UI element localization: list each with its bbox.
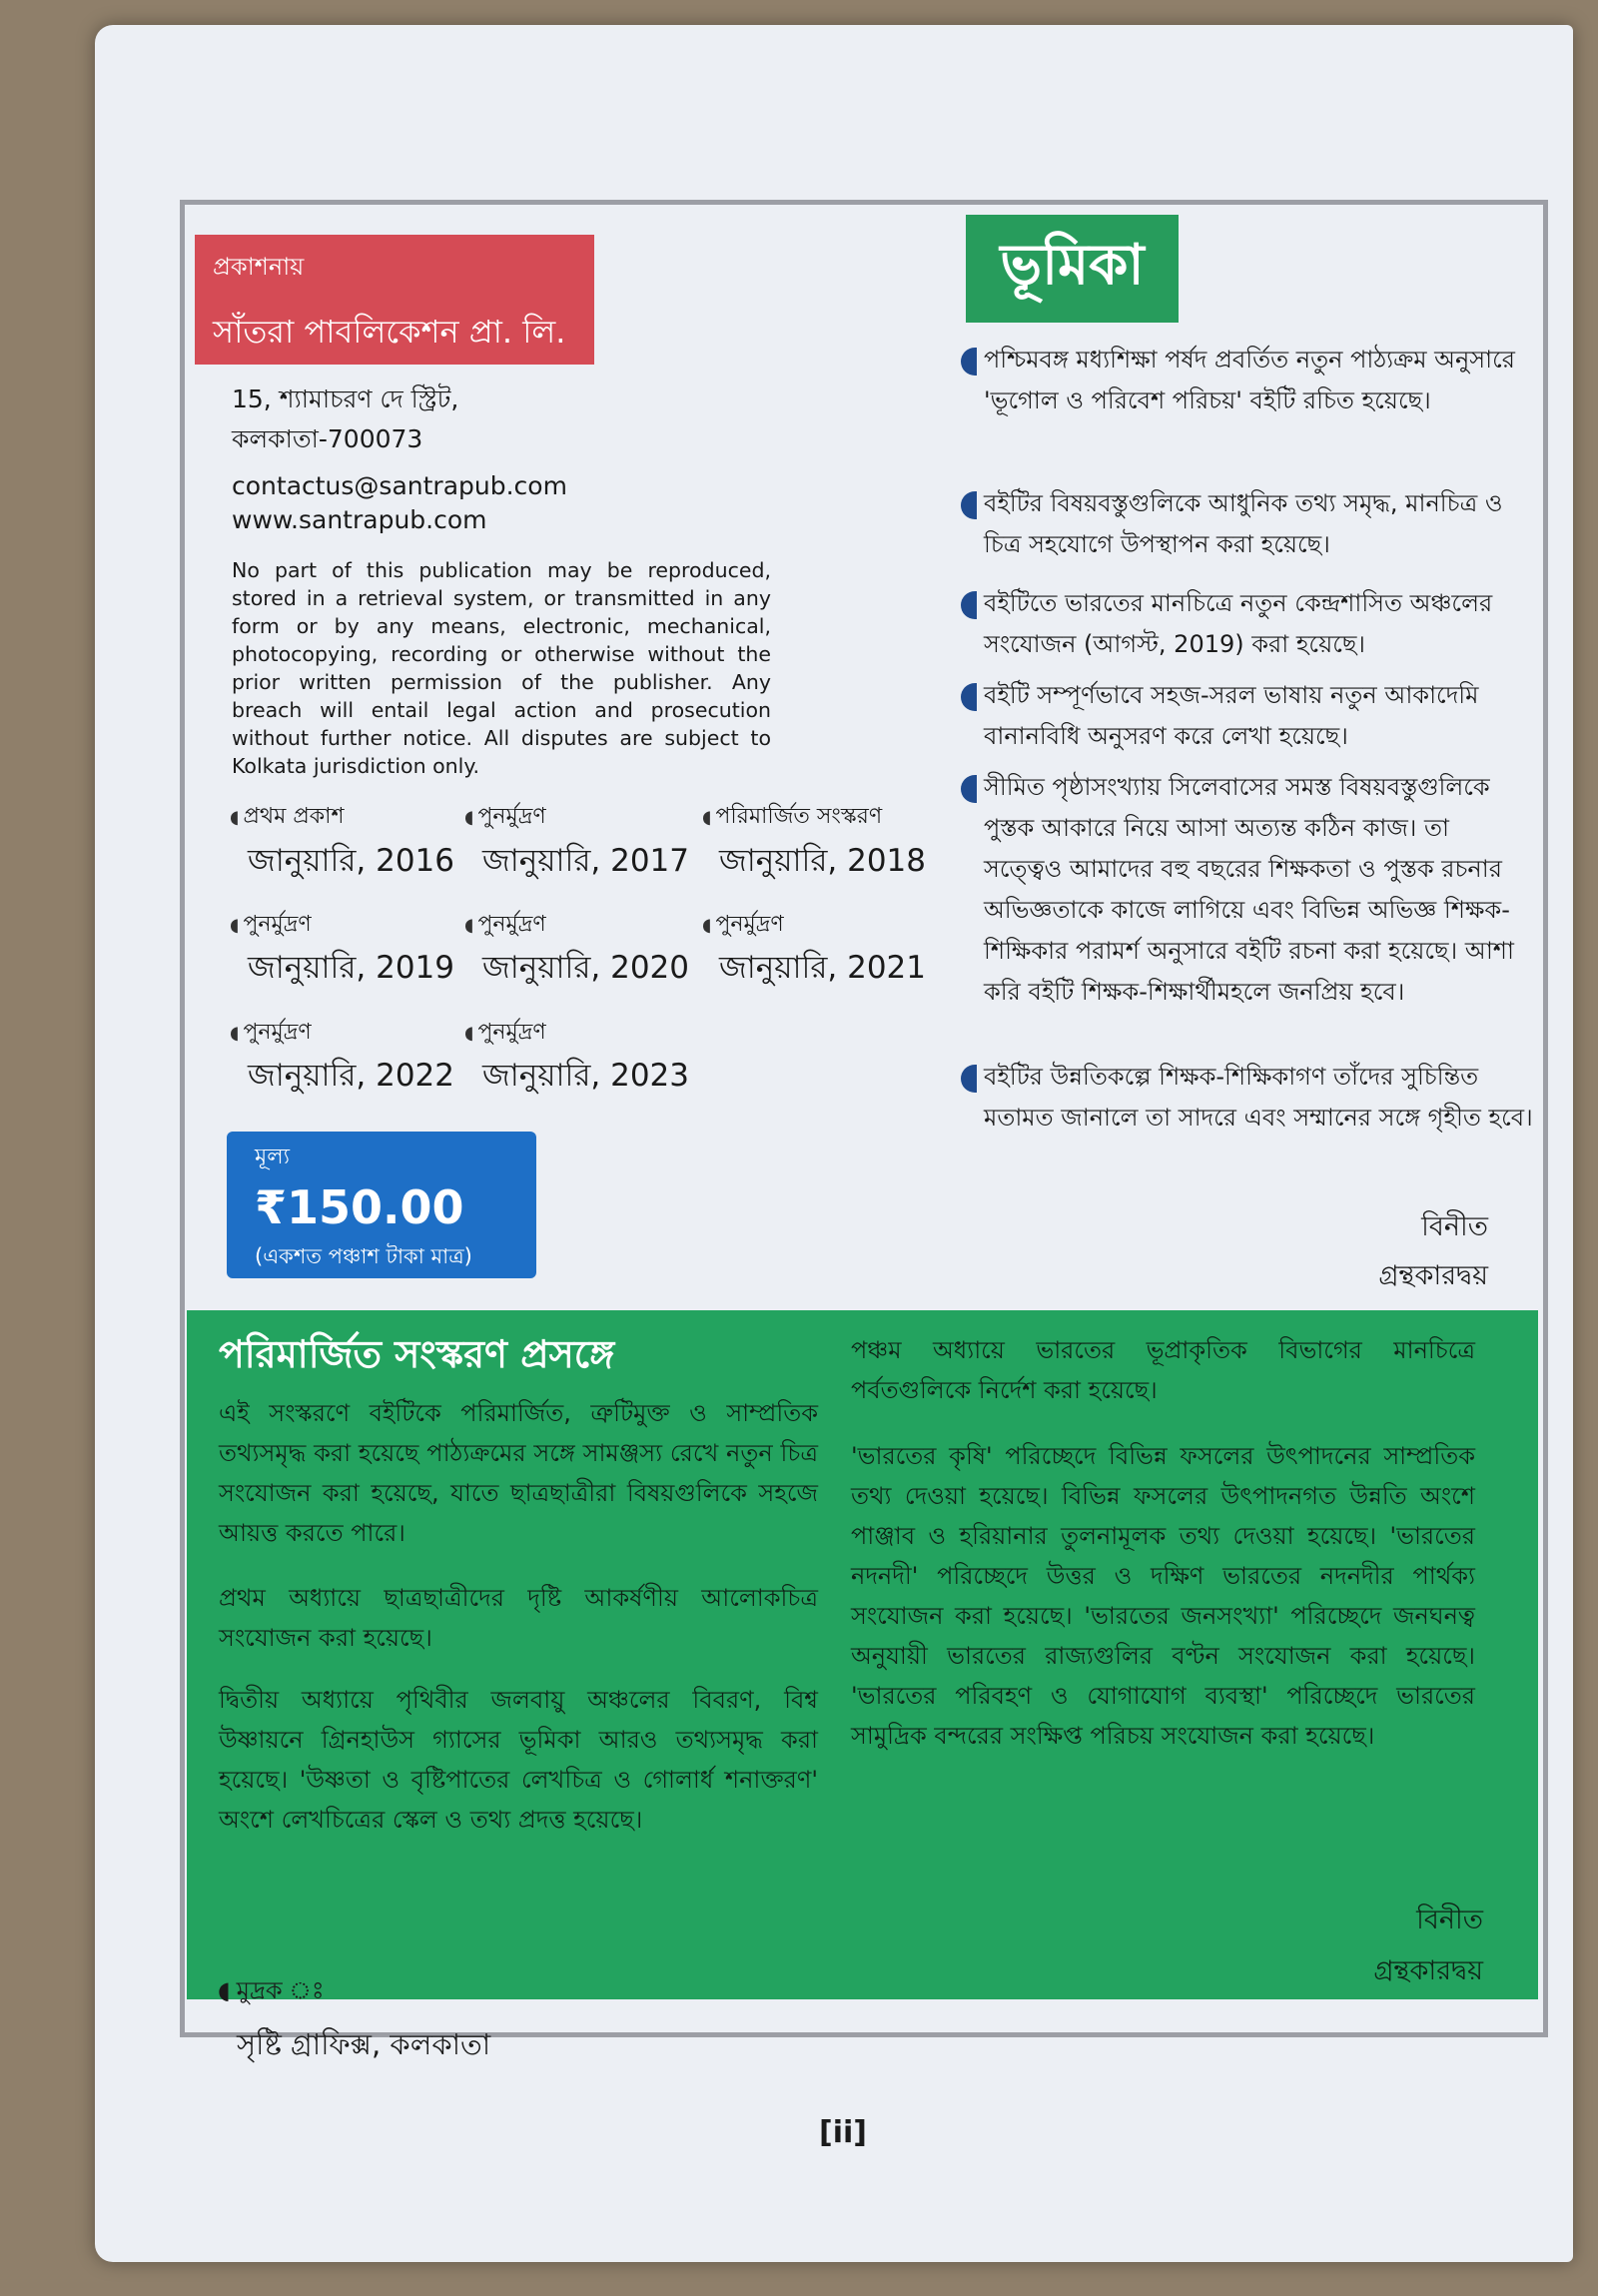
preface-title: ভূমিকা — [966, 215, 1179, 323]
edition-label: ◖ পুনর্মুদ্রণ — [464, 1015, 546, 1052]
sign-line2: গ্রন্থকারদ্বয় — [1378, 1260, 1488, 1291]
preface-point: পশ্চিমবঙ্গ মধ্যশিক্ষা পর্ষদ প্রবর্তিত নতুন পাঠ্যক্রম অনুসারে 'ভূগোল ও পরিবেশ পরিচয়' বইটি রচিত হয়েছে। — [984, 346, 1515, 414]
edition-date: জানুয়ারি, 2023 — [482, 1058, 689, 1094]
edition-date: জানুয়ারি, 2022 — [248, 1058, 454, 1094]
copyright-notice: No part of this publication may be reproduced, stored in a retrieval system, or transmitted in any form or by any means, electronic, mechanical, photocopying, recording or otherwise without the prior written permission of the publisher. Any breach will entail legal action and prosecution without further notice. All disputes are subject to Kolkata jurisdiction only. — [232, 558, 771, 778]
edition-label: ◖ পরিমার্জিত সংস্করণ — [702, 799, 882, 836]
edition-label: ◖ পুনর্মুদ্রণ — [230, 907, 312, 944]
edition-label: ◖ পুনর্মুদ্রণ — [230, 1015, 312, 1052]
price-box — [227, 1132, 536, 1278]
printer-name: সৃষ্টি গ্রাফিক্স, কলকাতা — [237, 2027, 491, 2061]
revised-para: দ্বিতীয় অধ্যায়ে পৃথিবীর জলবায়ু অঞ্চলের বিবরণ, বিশ্ব উষ্ণায়নে গ্রিনহাউস গ্যাসের ভূমিকা আরও তথ্যসমৃদ্ধ করা হয়েছে। 'উষ্ণতা ও বৃষ্টিপাতের লেখচিত্র ও গোলার্ধ শনাক্তরণ' অংশে লেখচিত্রের স্কেল ও তথ্য প্রদত্ত হয়েছে। — [219, 1686, 818, 1834]
preface-point: বইটি সম্পূর্ণভাবে সহজ-সরল ভাষায় নতুন আকাদেমি বানানবিধি অনুসরণ করে লেখা হয়েছে। — [984, 681, 1479, 750]
revised-edition-box — [187, 1310, 1538, 1999]
publisher-label: প্রকাশনায় — [213, 253, 305, 281]
edition-label: ◖ পুনর্মুদ্রণ — [464, 799, 546, 836]
address-line2: কলকাতা-700073 — [232, 424, 423, 453]
publisher-website[interactable]: www.santrapub.com — [232, 505, 487, 534]
preface-point: বইটির উন্নতিকল্পে শিক্ষক-শিক্ষিকাগণ তাঁদের সুচিন্তিত মতামত জানালে তা সাদরে এবং সম্মানের সঙ্গে গৃহীত হবে। — [984, 1063, 1533, 1132]
edition-label: ◖ পুনর্মুদ্রণ — [702, 907, 784, 944]
sign-line1: বিনীত — [1416, 1905, 1483, 1935]
publisher-contact — [232, 469, 567, 537]
revised-para: প্রথম অধ্যায়ে ছাত্রছাত্রীদের দৃষ্টি আকর্ষণীয় আলোকচিত্র সংযোজন করা হয়েছে। — [219, 1584, 818, 1652]
price-words: (একশত পঞ্চাশ টাকা মাত্র) — [255, 1244, 472, 1268]
preface-sign — [1378, 1206, 1488, 1300]
printer-label: ◖ মুদ্রক ঃ — [218, 1972, 325, 2012]
revised-para: পঞ্চম অধ্যায়ে ভারতের ভূপ্রাকৃতিক বিভাগের মানচিত্রে পর্বতগুলিকে নির্দেশ করা হয়েছে। — [851, 1336, 1475, 1404]
preface-point: বইটির বিষয়বস্তুগুলিকে আধুনিক তথ্য সমৃদ্ধ, মানচিত্র ও চিত্র সহযোগে উপস্থাপন করা হয়েছে। — [984, 489, 1503, 558]
price-value: ₹150.00 — [255, 1180, 464, 1234]
price-label: মূল্য — [255, 1145, 290, 1169]
revised-title: পরিমার্জিত সংস্করণ প্রসঙ্গে — [219, 1332, 615, 1376]
revised-sign — [1373, 1900, 1483, 1995]
edition-date: জানুয়ারি, 2021 — [719, 950, 926, 986]
publisher-address — [232, 380, 458, 459]
revised-para: 'ভারতের কৃষি' পরিচ্ছেদে বিভিন্ন ফসলের উৎপাদনের সাম্প্রতিক তথ্য দেওয়া হয়েছে। বিভিন্ন ফসলের উৎপাদনগত উন্নতি অংশে পাঞ্জাব ও হরিয়ানার তুলনামূলক তথ্য দেওয়া হয়েছে। 'ভারতের নদনদী' পরিচ্ছেদে উত্তর ও দক্ষিণ ভারতের নদনদীর পার্থক্য সংযোজন করা হয়েছে। 'ভারতের জনসংখ্যা' পরিচ্ছেদে জনঘনত্ব অনুযায়ী ভারতের রাজ্যগুলির বণ্টন সংযোজন করা হয়েছে। 'ভারতের পরিবহণ ও যোগাযোগ ব্যবস্থা' পরিচ্ছেদে ভারতের সামুদ্রিক বন্দরের সংক্ষিপ্ত পরিচয় সংযোজন করা হয়েছে। — [851, 1442, 1475, 1750]
sign-line1: বিনীত — [1421, 1211, 1488, 1242]
edition-date: জানুয়ারি, 2018 — [719, 843, 926, 879]
page-number: [ii] — [819, 2115, 867, 2150]
publisher-name: সাঁতরা পাবলিকেশন প্রা. লি. — [213, 313, 566, 351]
preface-point: সীমিত পৃষ্ঠাসংখ্যায় সিলেবাসের সমস্ত বিষয়বস্তুগুলিকে পুস্তক আকারে নিয়ে আসা অত্যন্ত কঠিন কাজ। তা সত্ত্বেও আমাদের বহু বছরের শিক্ষকতা ও পুস্তক রচনার অভিজ্ঞতাকে কাজে লাগিয়ে এবং বিভিন্ন অভিজ্ঞ শিক্ষক-শিক্ষিকার পরামর্শ অনুসারে বইটি রচনা করা হয়েছে। আশা করি বইটি শিক্ষক-শিক্ষার্থীমহলে জনপ্রিয় হবে। — [984, 773, 1514, 1006]
preface-point: বইটিতে ভারতের মানচিত্রে নতুন কেন্দ্রশাসিত অঞ্চলের সংযোজন (আগস্ট, 2019) করা হয়েছে। — [984, 589, 1493, 658]
edition-date: জানুয়ারি, 2020 — [482, 950, 689, 986]
edition-label: ◖ প্রথম প্রকাশ — [230, 799, 345, 836]
edition-date: জানুয়ারি, 2016 — [248, 843, 454, 879]
edition-date: জানুয়ারি, 2017 — [482, 843, 689, 879]
address-line1: 15, শ্যামাচরণ দে স্ট্রিট, — [232, 384, 459, 413]
publisher-email[interactable]: contactus@santrapub.com — [232, 471, 567, 500]
revised-para: এই সংস্করণে বইটিকে পরিমার্জিত, ত্রুটিমুক্ত ও সাম্প্রতিক তথ্যসমৃদ্ধ করা হয়েছে পাঠ্যক্রমের সঙ্গে সামঞ্জস্য রেখে নতুন চিত্র সংযোজন করা হয়েছে, যাতে ছাত্রছাত্রীরা বিষয়গুলিকে সহজে আয়ত্ত করতে পারে। — [219, 1399, 818, 1547]
sign-line2: গ্রন্থকারদ্বয় — [1373, 1955, 1483, 1986]
publisher-box — [195, 235, 594, 365]
edition-date: জানুয়ারি, 2019 — [248, 950, 454, 986]
edition-label: ◖ পুনর্মুদ্রণ — [464, 907, 546, 944]
